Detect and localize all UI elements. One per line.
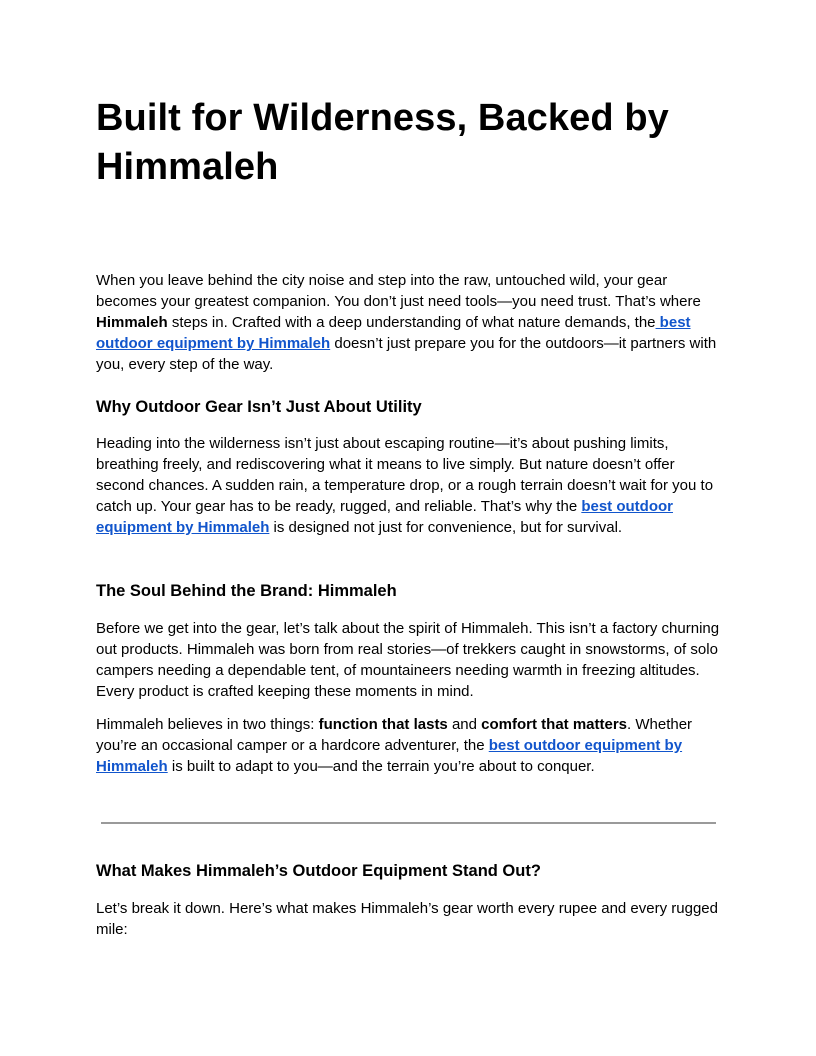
intro-text-3: doesn’t just prepare you for the outdoors—it partners with you, every step of the way. [96,335,717,373]
intro-text-1: When you leave behind the city noise and step into the raw, untouched wild, your gear becomes your greatest companion. You don’t just need tools—you need trust. That’s where [96,272,701,310]
horizontal-divider [101,822,716,824]
section1-paragraph [96,433,720,538]
section2-paragraph-2 [96,714,720,777]
section-heading-brand-soul: The Soul Behind the Brand: Himmaleh [96,582,397,600]
section2-text-1: Himmaleh believes in two things: [96,716,319,733]
section1-link-best-outdoor-equipment[interactable]: best outdoor equipment by Himmaleh [96,498,673,536]
intro-link-best-outdoor-equipment[interactable]: best outdoor equipment by Himmaleh [96,314,691,352]
section2-text-3: . Whether you’re an occasional camper or a hardcore adventurer, the [96,716,693,754]
function-bold: function that lasts [318,716,448,733]
page-title: Built for Wilderness, Backed by Himmaleh [96,97,669,188]
section-heading-utility: Why Outdoor Gear Isn’t Just About Utility [96,398,422,416]
intro-text-2: steps in. Crafted with a deep understanding of what nature demands, the [167,314,656,331]
intro-brand-bold: Himmaleh [96,314,168,331]
section2-paragraph-1: Before we get into the gear, let’s talk about the spirit of Himmaleh. This isn’t a factory churning out products. Himmaleh was born from real stories—of trekkers caught in snowstorms, of solo campers needing a dependable tent, of mountaineers needing warmth in freezing altitudes. Every product is crafted keeping these moments in mind. [96,620,720,700]
section2-text-4: is built to adapt to you—and the terrain you’re about to conquer. [167,758,595,775]
comfort-bold: comfort that matters [481,716,628,733]
section2-text-2: and [447,716,482,733]
section-heading-stand-out: What Makes Himmaleh’s Outdoor Equipment Stand Out? [96,862,541,880]
section1-text-2: is designed not just for convenience, but for survival. [269,519,623,536]
intro-paragraph [96,270,720,375]
section2-link-best-outdoor-equipment[interactable]: best outdoor equipment by Himmaleh [96,737,683,775]
section3-paragraph: Let’s break it down. Here’s what makes Himmaleh’s gear worth every rupee and every rugged mile: [96,900,718,938]
section1-text-1: Heading into the wilderness isn’t just about escaping routine—it’s about pushing limits, breathing freely, and rediscovering what it means to live simply. But nature doesn’t offer second chances. A sudden rain, a temperature drop, or a rough terrain doesn’t wait for you to catch up. Your gear has to be ready, rugged, and reliable. That’s why the [96,435,714,515]
